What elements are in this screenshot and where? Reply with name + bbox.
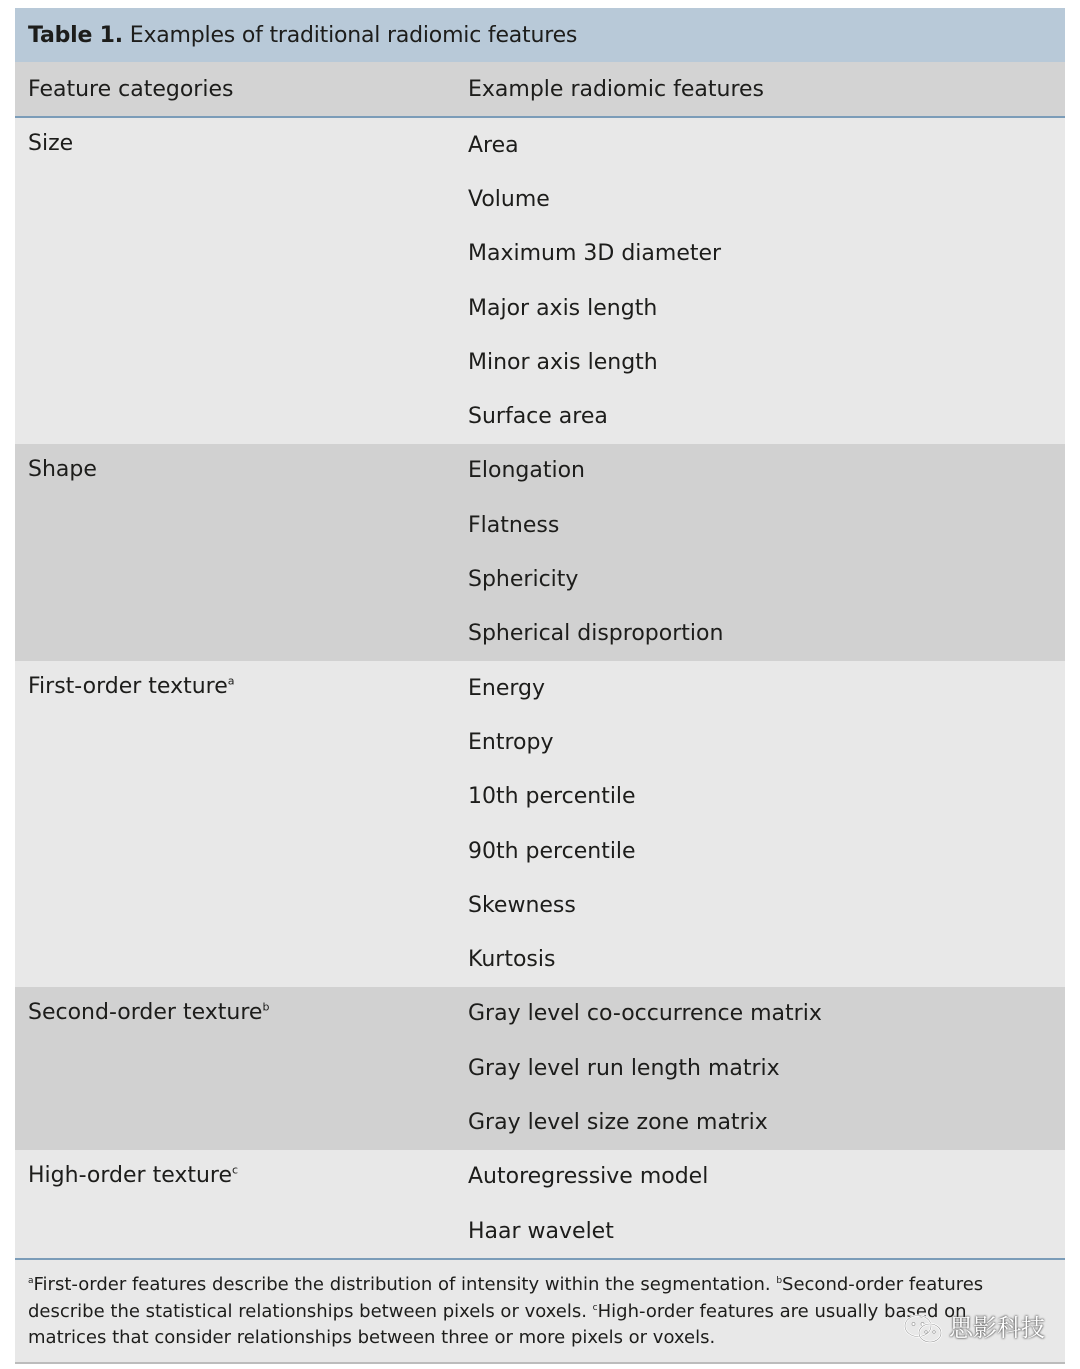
features-cell [455,118,1065,444]
features-cell [455,1150,1065,1259]
feature-item: Elongation [468,458,586,484]
table-caption-text: Examples of traditional radiomic features [122,22,578,48]
feature-item: Haar wavelet [468,1218,614,1244]
category-cell [15,444,455,661]
category-cell [15,118,455,444]
feature-item: Volume [468,186,550,212]
features-cell [455,444,1065,661]
feature-item: Autoregressive model [468,1164,709,1190]
table-caption [15,8,1065,62]
feature-item: Area [468,132,519,158]
table-row-group-high-order [15,1150,1065,1259]
table-footnote [15,1258,1065,1364]
table-row-group-second-order [15,987,1065,1150]
footnote-marker-b: b [776,1276,783,1287]
feature-item: Entropy [468,729,554,755]
category-cell [15,661,455,987]
feature-item: Gray level size zone matrix [468,1109,768,1135]
feature-item: Kurtosis [468,947,556,973]
category-label: Shape [28,456,97,482]
footnote-a-text: First-order features describe the distribution of intensity within the segmentation. [33,1274,777,1296]
table-row-group-size [15,118,1065,444]
header-feature-categories: Feature categories [28,76,234,102]
watermark [903,1314,1045,1344]
table-caption-label: Table 1. [28,22,123,48]
feature-item: Minor axis length [468,349,658,375]
radiomic-features-table [15,8,1065,1364]
category-label: Second-order texture [28,999,263,1025]
features-cell [455,661,1065,987]
feature-item: Energy [468,675,546,701]
table-row-group-first-order [15,661,1065,987]
category-cell [15,1150,455,1259]
feature-item: 10th percentile [468,784,636,810]
feature-item: Flatness [468,512,560,538]
footnote-marker-a: a [28,1276,34,1287]
feature-item: Skewness [468,892,576,918]
footnote-marker-c: c [592,1302,598,1313]
table-header-row [15,62,1065,118]
feature-item: 90th percentile [468,838,636,864]
features-cell [455,987,1065,1150]
footnote-marker: b [262,1000,270,1014]
footnote-marker: a [227,674,235,688]
wechat-icon [903,1314,943,1344]
feature-item: Gray level run length matrix [468,1055,780,1081]
category-label: First-order texture [28,673,228,699]
category-label: Size [28,131,74,156]
feature-item: Spherical disproportion [468,621,724,647]
footnote-marker: c [232,1163,239,1177]
feature-item: Surface area [468,404,608,430]
category-cell [15,987,455,1150]
feature-item: Major axis length [468,295,658,321]
footnote-b-text: Second-order features describe the statistical relationships between pixels or voxels. [28,1274,989,1322]
footnote-c-text: High-order features are usually based on matrices that consider relationships between three or more pixels or voxels. [28,1300,967,1349]
watermark-text: 思影科技 [949,1314,1045,1343]
feature-item: Gray level co-occurrence matrix [468,1001,822,1027]
feature-item: Sphericity [468,567,579,593]
table-row-group-shape [15,444,1065,661]
header-example-features: Example radiomic features [468,76,765,102]
feature-item: Maximum 3D diameter [468,241,722,267]
category-label: High-order texture [28,1162,233,1188]
